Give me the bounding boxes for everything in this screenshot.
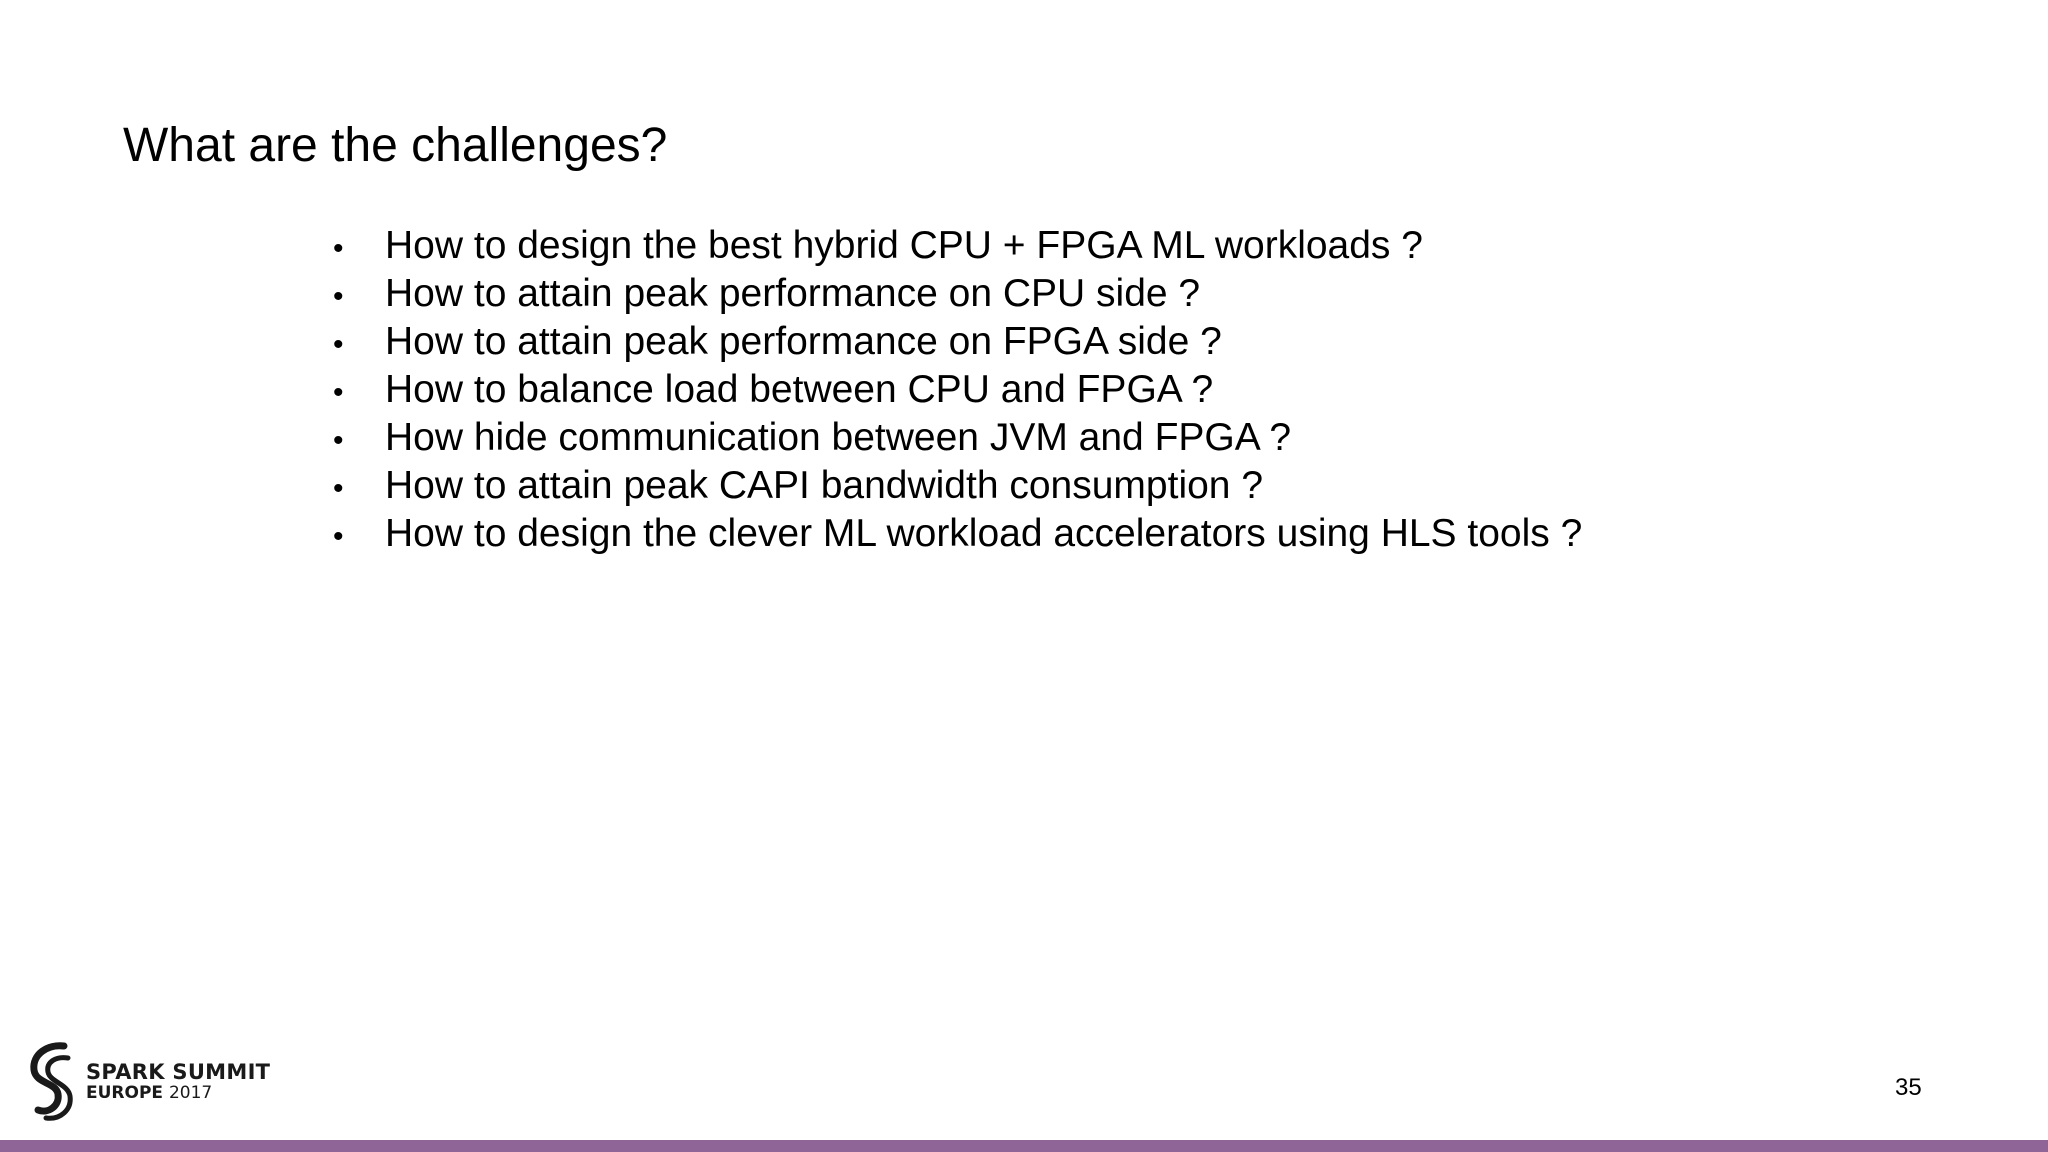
logo-year: 2017 <box>168 1083 213 1103</box>
bullet-list <box>333 222 1582 558</box>
bullet-dot-icon: • <box>333 424 344 457</box>
bullet-text: How to attain peak performance on CPU side ? <box>385 272 1201 315</box>
bullet-item <box>333 318 1582 366</box>
spark-summit-swirl-icon <box>26 1038 82 1124</box>
bullet-item <box>333 414 1582 462</box>
bullet-text: How hide communication between JVM and FPGA ? <box>385 416 1292 459</box>
bullet-dot-icon: • <box>333 376 344 409</box>
bullet-text: How to attain peak performance on FPGA side ? <box>385 320 1222 363</box>
bullet-item <box>333 270 1582 318</box>
bullet-item <box>333 462 1582 510</box>
bullet-item <box>333 222 1582 270</box>
page-number: 35 <box>1895 1074 1922 1101</box>
bullet-item <box>333 366 1582 414</box>
bullet-text: How to design the clever ML workload accelerators using HLS tools ? <box>385 512 1583 555</box>
bullet-text: How to attain peak CAPI bandwidth consumption ? <box>385 464 1264 507</box>
bullet-dot-icon: • <box>333 232 344 265</box>
accent-bar <box>0 1140 2048 1152</box>
logo-line1: SPARK SUMMIT <box>86 1060 271 1084</box>
logo-line2 <box>86 1083 212 1103</box>
bullet-text: How to design the best hybrid CPU + FPGA ML workloads ? <box>385 224 1423 267</box>
logo-event-word: EUROPE <box>86 1083 164 1103</box>
slide-title: What are the challenges? <box>123 119 668 172</box>
bullet-item <box>333 510 1582 558</box>
bullet-text: How to balance load between CPU and FPGA ? <box>385 368 1214 411</box>
bullet-dot-icon: • <box>333 472 344 505</box>
spark-summit-logo <box>26 1038 271 1124</box>
bullet-dot-icon: • <box>333 520 344 553</box>
bullet-dot-icon: • <box>333 280 344 313</box>
bullet-dot-icon: • <box>333 328 344 361</box>
